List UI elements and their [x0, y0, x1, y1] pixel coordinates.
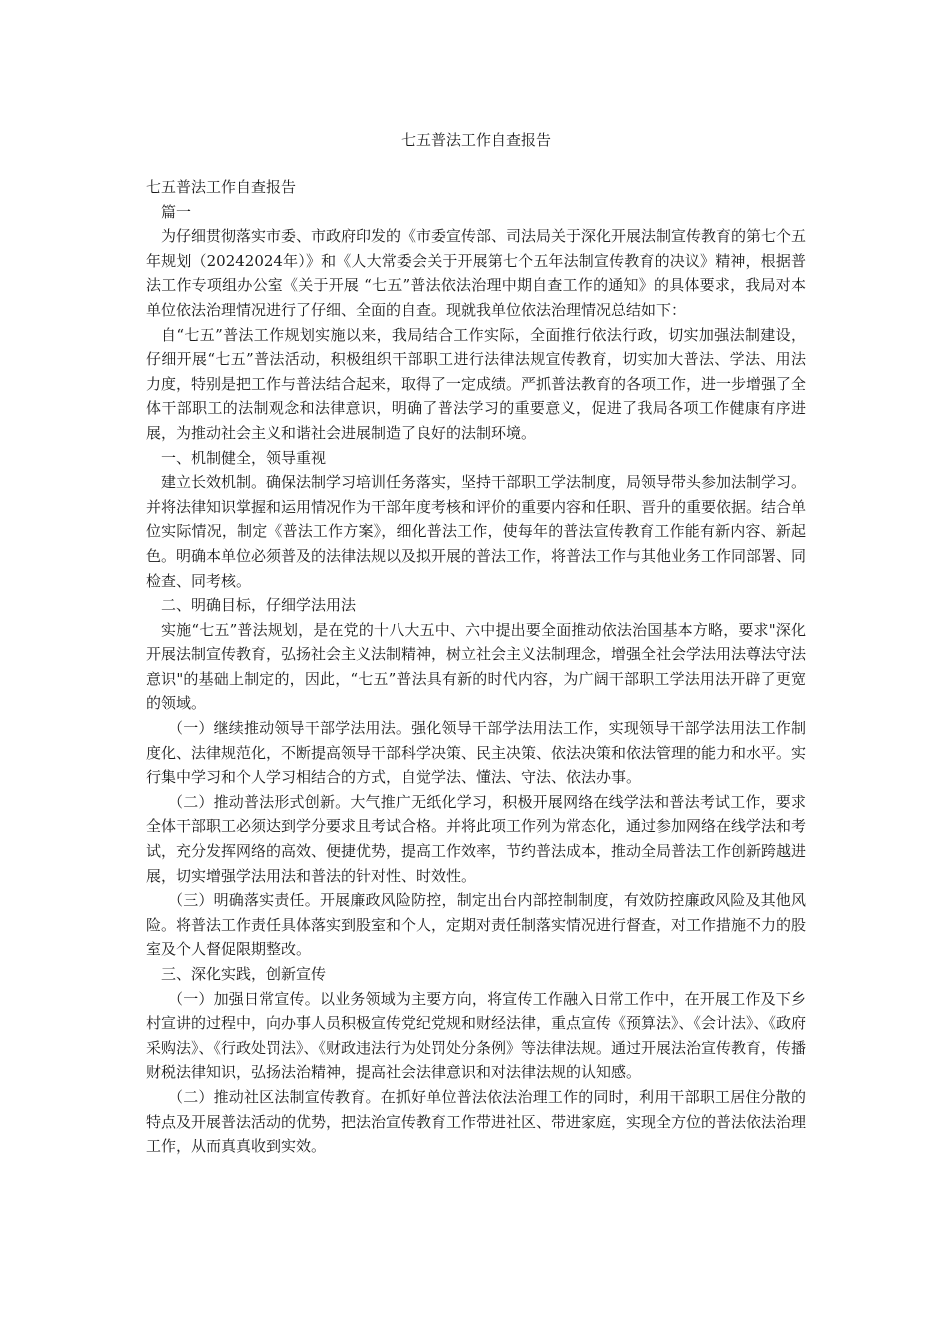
- paragraph-item-3-2: （二）推动社区法制宣传教育。在抓好单位普法依法治理工作的同时，利用干部职工居住分散的特点及开展普法活动的优势，把法治宣传教育工作带进社区、带进家庭，实现全方位的普法依法治理工作，从而真真收到实效。: [146, 1087, 807, 1156]
- heading-2: 二、明确目标，仔细学法用法: [161, 596, 357, 615]
- paragraph-intro: 为仔细贯彻落实市委、市政府印发的《市委宣传部、司法局关于深化开展法制宣传教育的第七个五年规划（20242024年）》和《人大常委会关于开展第七个五年法制宣传教育的决议》精神，根据普法工作专项组办公室《关于开展 “七五”普法依法治理中期自查工作的通知》的具体要求，我局对本单位依法治理情况进行了仔细、全面的自查。现就我单位依法治理情况总结如下：: [146, 227, 807, 319]
- paragraph-overview: 自“七五”普法工作规划实施以来，我局结合工作实际，全面推行依法行政，切实加强法制建设，仔细开展“七五”普法活动，积极组织干部职工进行法律法规宣传教育，切实加大普法、学法、用法力度，特别是把工作与普法结合起来，取得了一定成绩。严抓普法教育的各项工作，进一步增强了全体干部职工的法制观念和法律意识，明确了普法学习的重要意义，促进了我局各项工作健康有序进展，为推动社会主义和谐社会进展制造了良好的法制环境。: [146, 325, 807, 442]
- document-subtitle: 七五普法工作自查报告: [146, 178, 297, 196]
- heading-1: 一、机制健全，领导重视: [161, 448, 327, 467]
- paragraph-mechanism: 建立长效机制。确保法制学习培训任务落实，坚持干部职工学法制度，局领导带头参加法制学习。并将法律知识掌握和运用情况作为干部年度考核和评价的重要内容和任职、晋升的重要依据。结合单位实际情况，制定《普法工作方案》，细化普法工作，使每年的普法宣传教育工作能有新内容、新起色。明确本单位必须普及的法律法规以及拟开展的普法工作，将普法工作与其他业务工作同部署、同检查、同考核。: [146, 473, 807, 590]
- document-title: 七五普法工作自查报告: [400, 131, 551, 149]
- paragraph-item-2-1: （一）继续推动领导干部学法用法。强化领导干部学法用法工作，实现领导干部学法用法工作制度化、法律规范化，不断提高领导干部科学决策、民主决策、依法决策和依法管理的能力和水平。实行集中学习和个人学习相结合的方式，自觉学法、懂法、守法、依法办事。: [146, 719, 807, 787]
- paragraph-item-3-1: （一）加强日常宣传。以业务领域为主要方向，将宣传工作融入日常工作中，在开展工作及下乡村宣讲的过程中，向办事人员积极宣传党纪党规和财经法律，重点宣传《预算法》、《会计法》、《政府采购法》、《行政处罚法》、《财政违法行为处罚处分条例》等法律法规。通过开展法治宣传教育，传播财税法律知识，弘扬法治精神，提高社会法律意识和对法律法规的认知感。: [146, 989, 807, 1082]
- paragraph-item-2-2: （二）推动普法形式创新。大气推广无纸化学习，积极开展网络在线学法和普法考试工作，要求全体干部职工必须达到学分要求且考试合格。并将此项工作列为常态化，通过参加网络在线学法和考试，充分发挥网络的高效、便捷优势，提高工作效率，节约普法成本，推动全局普法工作创新跨越进展，切实增强学法用法和普法的针对性、时效性。: [146, 792, 807, 885]
- paragraph-item-2-3: （三）明确落实责任。开展廉政风险防控，制定出台内部控制制度，有效防控廉政风险及其他风险。将普法工作责任具体落实到股室和个人，定期对责任制落实情况进行督查，对工作措施不力的股室及个人督促限期整改。: [146, 891, 807, 959]
- heading-3: 三、深化实践，创新宣传: [161, 965, 327, 983]
- section-label: 篇一: [161, 202, 192, 221]
- paragraph-goals: 实施“七五”普法规划，是在党的十八大五中、六中提出要全面推动依法治国基本方略，要求"深化开展法制宣传教育，弘扬社会主义法制精神，树立社会主义法制理念，增强全社会学法用法尊法守法意识"的基础上制定的，因此，“七五”普法具有新的时代内容，为广阔干部职工学法用法开辟了更宽的领域。: [146, 620, 807, 713]
- document-body: [146, 175, 806, 1159]
